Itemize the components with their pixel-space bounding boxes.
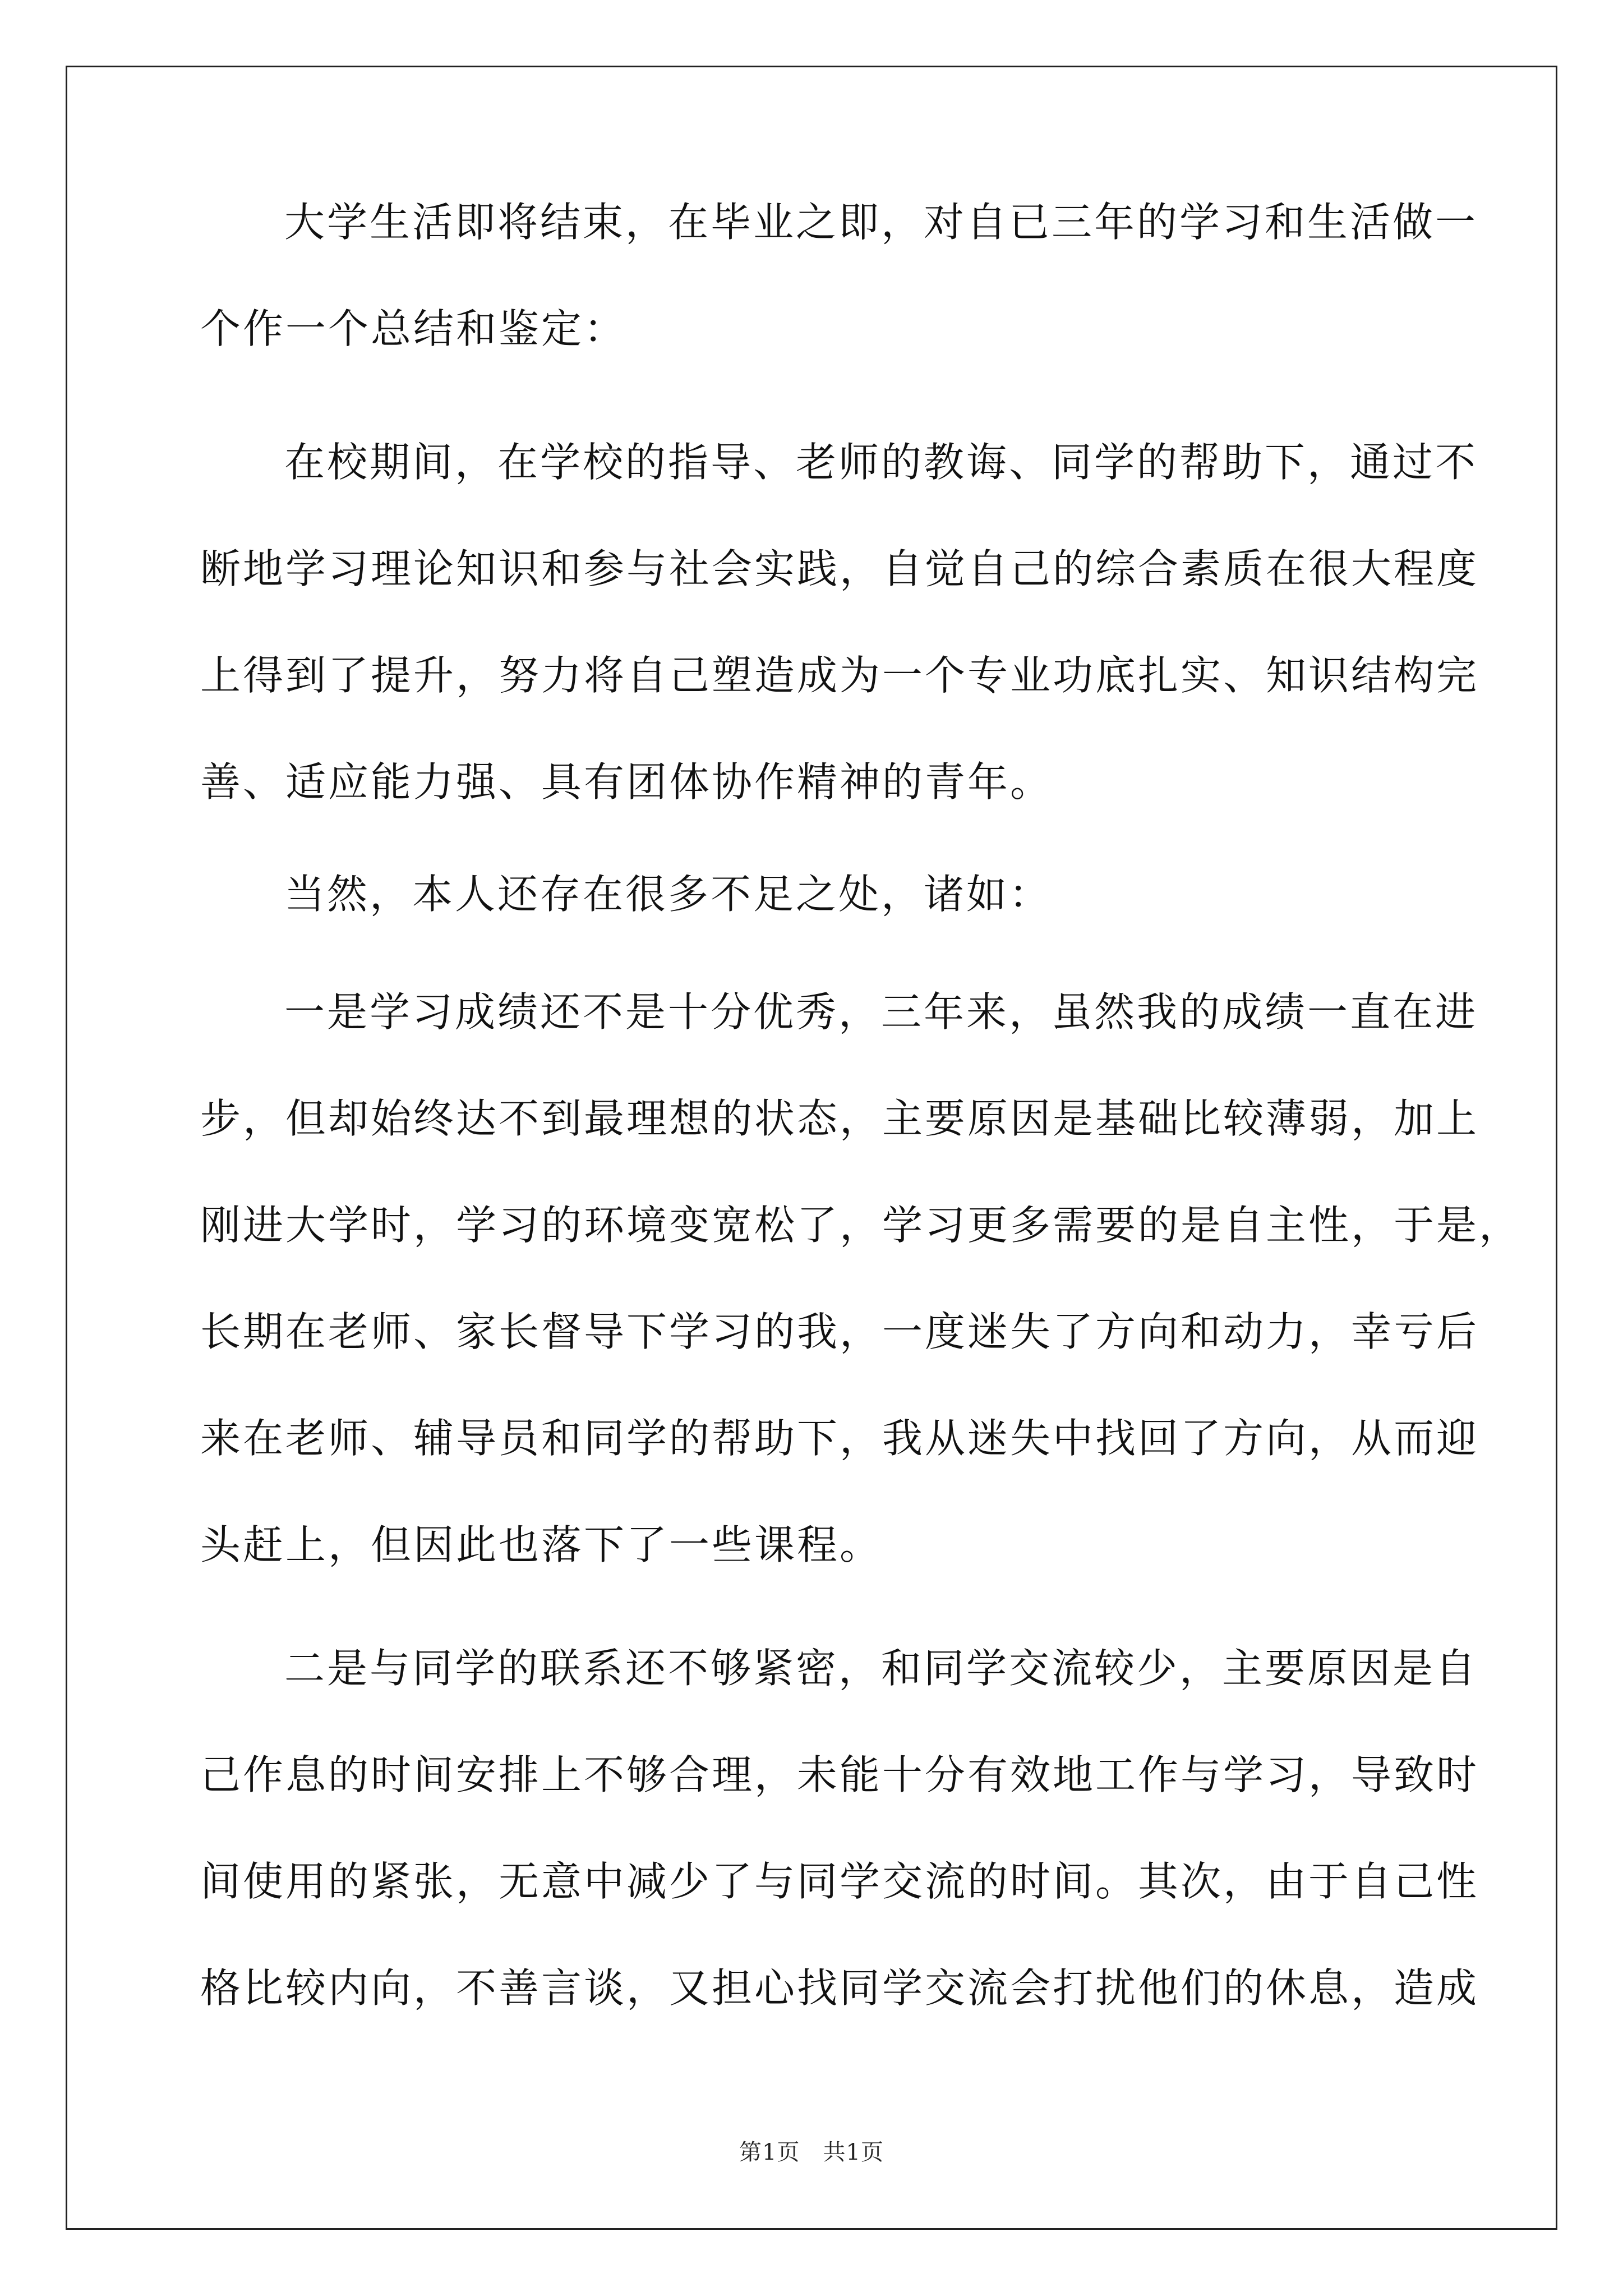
text-line: 二是与同学的联系还不够紧密，和同学交流较少，主要原因是自 — [284, 1645, 1478, 1692]
text-line: 步，但却始终达不到最理想的状态，主要原因是基础比较薄弱，加上 — [200, 1095, 1479, 1142]
text-line: 间使用的紧张，无意中减少了与同学交流的时间。其次，由于自己性 — [200, 1858, 1479, 1905]
text-line: 己作息的时间安排上不够合理，未能十分有效地工作与学习，导致时 — [200, 1751, 1479, 1798]
text-line: 上得到了提升，努力将自己塑造成为一个专业功底扎实、知识结构完 — [200, 652, 1479, 699]
text-line: 格比较内向，不善言谈，又担心找同学交流会打扰他们的休息，造成 — [200, 1964, 1479, 2012]
text-line: 个作一个总结和鉴定： — [200, 305, 627, 352]
text-line: 善、适应能力强、具有团体协作精神的青年。 — [200, 758, 1053, 806]
page-border — [66, 66, 1557, 2230]
text-line: 当然，本人还存在很多不足之处，诸如： — [284, 871, 1052, 918]
text-line: 大学生活即将结束，在毕业之即，对自已三年的学习和生活做一 — [284, 199, 1478, 246]
text-line: 一是学习成绩还不是十分优秀，三年来，虽然我的成绩一直在进 — [284, 988, 1478, 1036]
text-line: 头赶上，但因此也落下了一些课程。 — [200, 1521, 883, 1568]
text-line: 在校期间，在学校的指导、老师的教诲、同学的帮助下，通过不 — [284, 439, 1478, 486]
page-number-footer: 第1页 共1页 — [739, 2139, 884, 2165]
text-line: 来在老师、辅导员和同学的帮助下，我从迷失中找回了方向，从而迎 — [200, 1415, 1479, 1462]
text-line: 断地学习理论知识和参与社会实践，自觉自己的综合素质在很大程度 — [200, 545, 1479, 592]
text-line: 刚进大学时，学习的环境变宽松了，学习更多需要的是自主性，于是， — [200, 1202, 1522, 1249]
text-line: 长期在老师、家长督导下学习的我，一度迷失了方向和动力，幸亏后 — [200, 1308, 1479, 1355]
